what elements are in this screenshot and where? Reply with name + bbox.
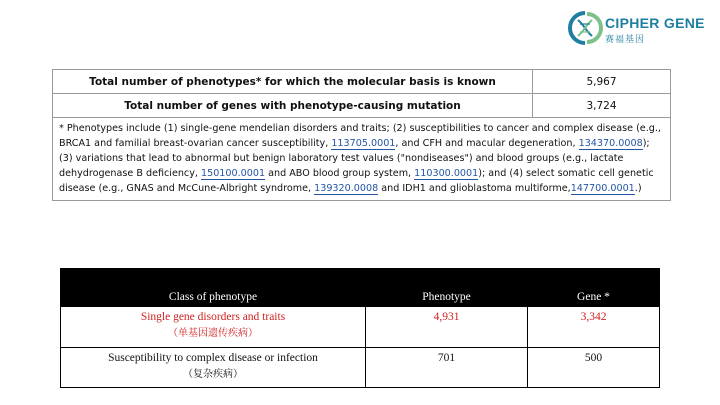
class-en: Single gene disorders and traits — [140, 311, 286, 323]
logo-brand-text: CIPHER GENE — [605, 15, 705, 31]
omim-link[interactable]: 150100.0001 — [201, 168, 266, 179]
omim-link[interactable]: 134370.0008 — [578, 138, 643, 149]
note-text: .) — [634, 183, 642, 194]
class-cn: （单基因遗传疾病） — [168, 328, 258, 339]
note-text: ); and (4) select somatic cell genetic disease (e.g., GNAS and McCune-Albright syndrome, — [59, 168, 654, 194]
note-text: ); (3) variations that lead to abnormal but benign laboratory test values ("nondiseases") and blood groups (e.g., lactate dehydrogenase B deficiency, — [59, 138, 650, 179]
omim-link[interactable]: 139320.0008 — [314, 183, 379, 194]
phenotype-class-table — [60, 268, 660, 388]
cipher-gene-logo — [565, 8, 715, 48]
phenotype-cell: 701 — [366, 348, 528, 388]
class-cell — [61, 307, 366, 348]
class-cell — [61, 348, 366, 388]
gene-cell: 3,342 — [528, 307, 660, 348]
row-value: 3,724 — [533, 94, 671, 118]
logo-mark-icon — [565, 8, 605, 48]
class-en: Susceptibility to complex disease or infection — [108, 352, 318, 364]
phenotype-footnote — [53, 118, 671, 201]
table-row — [61, 307, 660, 348]
note-text: and ABO blood group system, — [265, 168, 415, 179]
note-text: and IDH1 and glioblastoma multiforme, — [378, 183, 571, 194]
class-cn: （复杂疾病） — [183, 369, 243, 380]
omim-statistics-table — [52, 69, 671, 201]
table-header-row — [61, 269, 660, 307]
omim-link[interactable]: 113705.0001 — [331, 138, 396, 149]
omim-link[interactable]: 147700.0001 — [570, 183, 635, 194]
logo-brand-cn-text: 赛福基因 — [605, 35, 646, 45]
header-class: Class of phenotype — [61, 269, 366, 307]
table-row — [53, 94, 671, 118]
omim-link[interactable]: 110300.0001 — [414, 168, 479, 179]
table-note-row — [53, 118, 671, 201]
header-gene: Gene * — [528, 269, 660, 307]
row-label: Total number of genes with phenotype-causing mutation — [53, 94, 533, 118]
header-phenotype: Phenotype — [366, 269, 528, 307]
row-value: 5,967 — [533, 70, 671, 94]
table-row — [53, 70, 671, 94]
phenotype-cell: 4,931 — [366, 307, 528, 348]
table-row — [61, 348, 660, 388]
note-text: * Phenotypes include (1) single-gene mendelian disorders and traits; (2) susceptibilities to cancer and complex disease (e.g., BRCA1 and familial breast-ovarian cancer susceptibility, — [59, 123, 661, 149]
note-text: , and CFH and macular degeneration, — [395, 138, 579, 149]
row-label: Total number of phenotypes* for which the molecular basis is known — [53, 70, 533, 94]
gene-cell: 500 — [528, 348, 660, 388]
